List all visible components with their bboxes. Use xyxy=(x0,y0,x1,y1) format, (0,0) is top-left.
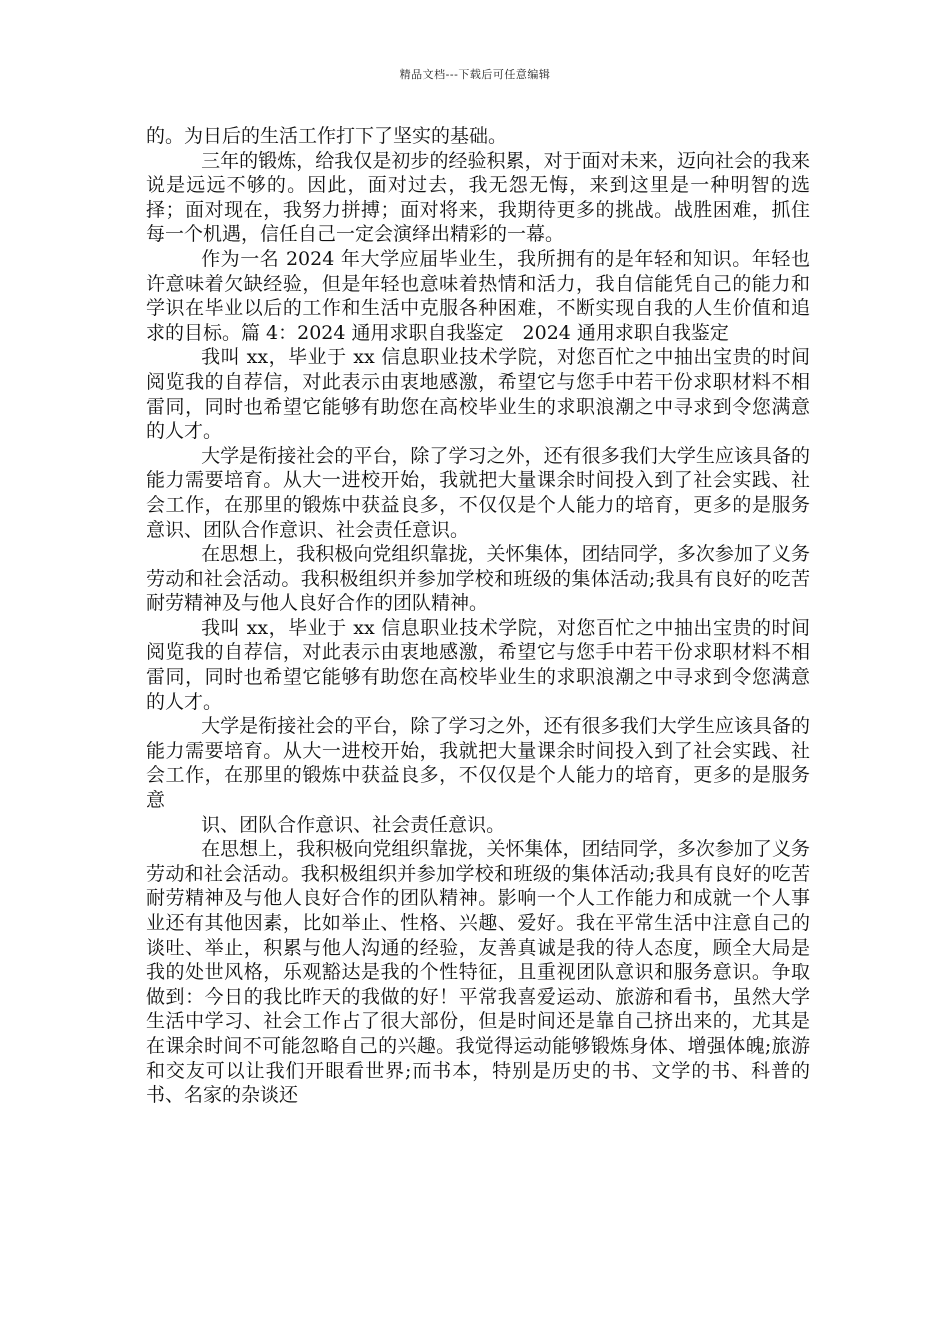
paragraph: 我叫 xx，毕业于 xx 信息职业技术学院，对您百忙之中抽出宝贵的时间阅览我的自荐信，对此表示由衷地感激，希望它与您手中若干份求职材料不相雷同，同时也希望它能够有助您在高校毕业生的求职浪潮之中寻求到令您满意的人才。 xyxy=(146,346,810,443)
document-body xyxy=(146,124,810,1108)
paragraph: 我叫 xx，毕业于 xx 信息职业技术学院，对您百忙之中抽出宝贵的时间阅览我的自荐信，对此表示由衷地感激，希望它与您手中若干份求职材料不相雷同，同时也希望它能够有助您在高校毕业生的求职浪潮之中寻求到令您满意的人才。 xyxy=(146,616,810,713)
paragraph: 的。为日后的生活工作打下了坚实的基础。 xyxy=(146,125,508,147)
paragraph: 三年的锻炼，给我仅是初步的经验积累，对于面对未来，迈向社会的我来说是远远不够的。因此，面对过去，我无怨无悔，来到这里是一种明智的选择；面对现在，我努力拼搏；面对将来，我期待更多的挑战。战胜困难，抓住每一个机遇，信任自己一定会演绎出精彩的一幕。 xyxy=(146,149,810,246)
page-header: 精品文档---下载后可任意编辑 xyxy=(399,68,551,81)
paragraph: 大学是衔接社会的平台，除了学习之外，还有很多我们大学生应该具备的能力需要培育。从大一进校开始，我就把大量课余时间投入到了社会实践、社会工作，在那里的锻炼中获益良多，不仅仅是个人能力的培育，更多的是服务意 xyxy=(146,715,810,812)
paragraph: 作为一名 2024 年大学应届毕业生，我所拥有的是年轻和知识。年轻也许意味着欠缺经验，但是年轻也意味着热情和活力，我自信能凭自己的能力和学识在毕业以后的工作和生活中克服各种困难，不断实现自我的人生价值和追求的目标。篇 4：2024 通用求职自我鉴定 2024 通用求职自我鉴定 xyxy=(146,247,810,344)
paragraph: 大学是衔接社会的平台，除了学习之外，还有很多我们大学生应该具备的能力需要培育。从大一进校开始，我就把大量课余时间投入到了社会实践、社会工作，在那里的锻炼中获益良多，不仅仅是个人能力的培育，更多的是服务意识、团队合作意识、社会责任意识。 xyxy=(146,444,810,541)
paragraph: 在思想上，我积极向党组织靠拢，关怀集体，团结同学，多次参加了义务劳动和社会活动。我积极组织并参加学校和班级的集体活动;我具有良好的吃苦耐劳精神及与他人良好合作的团队精神。 xyxy=(146,543,810,615)
paragraph: 在思想上，我积极向党组织靠拢，关怀集体，团结同学，多次参加了义务劳动和社会活动。我积极组织并参加学校和班级的集体活动;我具有良好的吃苦耐劳精神及与他人良好合作的团队精神。影响一个人工作能力和成就一个人事业还有其他因素，比如举止、性格、兴趣、爱好。我在平常生活中注意自己的谈吐、举止，积累与他人沟通的经验，友善真诚是我的待人态度，顾全大局是我的处世风格，乐观豁达是我的个性特征，且重视团队意识和服务意识。争取做到：今日的我比昨天的我做的好！平常我喜爱运动、旅游和看书，虽然大学生活中学习、社会工作占了很大部份，但是时间还是靠自己挤出来的，尤其是在课余时间不可能忽略自己的兴趣。我觉得运动能够锻炼身体、增强体魄;旅游和交友可以让我们开眼看世界;而书本，特别是历史的书、文学的书、科普的书、名家的杂谈还 xyxy=(146,838,810,1107)
paragraph: 识、团队合作意识、社会责任意识。 xyxy=(201,813,506,836)
